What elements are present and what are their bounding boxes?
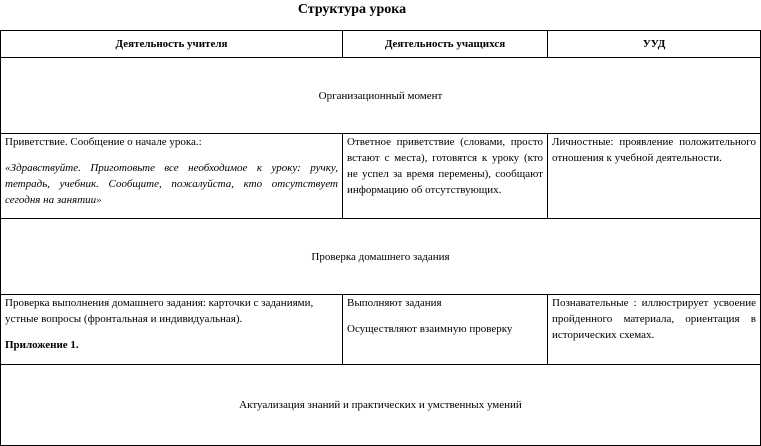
page-title: Структура урока — [297, 2, 407, 17]
uud-cell: Познавательные : иллюстрирует усвоение пройденного материала, ориентация в исторических схемах. — [548, 295, 761, 365]
teacher-quote: «Здравствуйте. Приготовьте все необходимое к уроку: ручку, тетрадь, учебник. Сообщите, пожалуйста, кто отсутствует сегодня на занятии» — [5, 162, 338, 206]
student-activity-cell — [343, 295, 548, 365]
header-student-activity: Деятельность учащихся — [343, 31, 548, 58]
section-heading-homework: Проверка домашнего задания — [1, 219, 761, 295]
lesson-structure-table — [0, 30, 761, 446]
appendix-label: Приложение 1. — [5, 339, 79, 351]
student-text-1: Выполняют задания — [347, 297, 442, 309]
section-heading-actualization: Актуализация знаний и практических и умственных умений — [1, 365, 761, 446]
teacher-activity-cell — [1, 134, 343, 219]
teacher-text: Проверка выполнения домашнего задания: карточки с заданиями, устные вопросы (фронтальная и индивидуальная). — [5, 297, 314, 325]
table-row — [1, 134, 761, 219]
student-activity-cell: Ответное приветствие (словами, просто встают с места), готовятся к уроку (кто не успел за время перемены), сообщают информацию об отсутствующих. — [343, 134, 548, 219]
section-row — [1, 219, 761, 295]
table-header-row — [1, 31, 761, 58]
section-row — [1, 365, 761, 446]
header-teacher-activity: Деятельность учителя — [1, 31, 343, 58]
uud-cell: Личностные: проявление положительного отношения к учебной деятельности. — [548, 134, 761, 219]
section-row — [1, 58, 761, 134]
student-text-2: Осуществляют взаимную проверку — [347, 323, 513, 335]
teacher-activity-cell — [1, 295, 343, 365]
section-heading-organizational: Организационный момент — [1, 58, 761, 134]
header-uud: УУД — [548, 31, 761, 58]
table-row — [1, 295, 761, 365]
teacher-text: Приветствие. Сообщение о начале урока.: — [5, 136, 202, 148]
